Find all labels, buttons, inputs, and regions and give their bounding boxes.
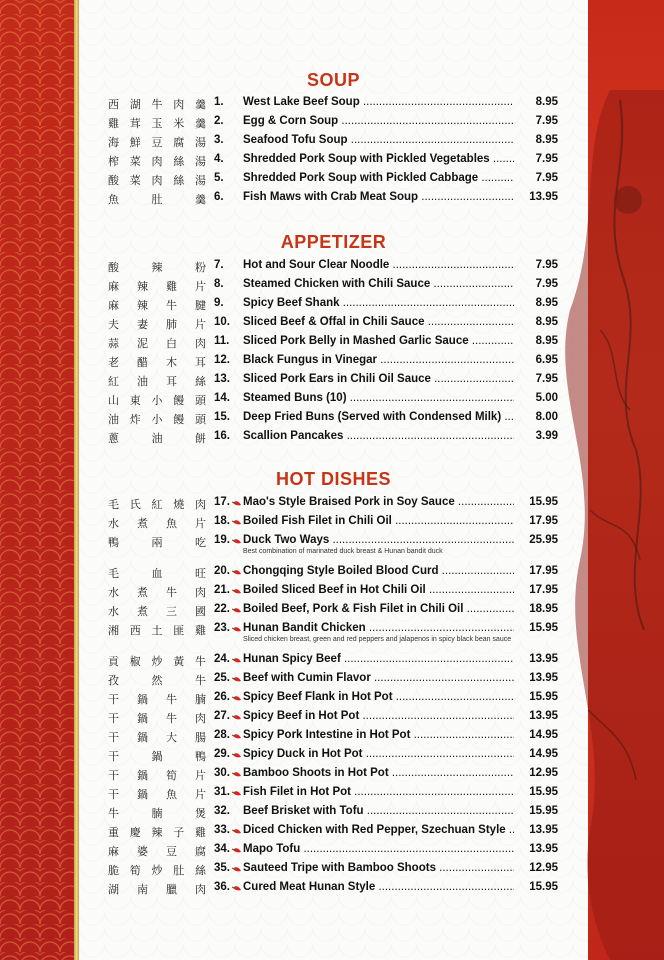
chili-pepper-icon — [232, 847, 242, 854]
menu-item-row — [108, 373, 558, 391]
menu-item-row — [108, 729, 558, 747]
menu-item-row — [108, 824, 558, 842]
item-chinese-name: 山 東 小 饅 頭 — [108, 394, 206, 407]
item-number: 36. — [214, 881, 230, 893]
item-price: 14.95 — [529, 729, 558, 741]
menu-item-row — [108, 534, 558, 555]
item-number: 31. — [214, 786, 230, 798]
menu-item-row — [108, 191, 558, 209]
item-number: 18. — [214, 515, 230, 527]
chili-pepper-icon — [232, 714, 242, 721]
item-number: 30. — [214, 767, 230, 779]
item-name: Scallion Pancakes ..... — [243, 430, 514, 442]
item-chinese-name: 麻 辣 牛 腱 — [108, 299, 206, 312]
chili-pepper-icon — [232, 607, 242, 614]
item-name: Spicy Duck in Hot Pot ..... — [243, 748, 514, 760]
item-number: 35. — [214, 862, 230, 874]
item-name: Chongqing Style Boiled Blood Curd ..... — [243, 565, 514, 577]
item-price: 18.95 — [529, 603, 558, 615]
item-price: 15.95 — [529, 691, 558, 703]
item-number: 5. — [214, 172, 224, 184]
section-title-hot-dishes: HOT DISHES — [275, 469, 391, 489]
item-name: Boiled Fish Filet in Chili Oil ..... — [243, 515, 514, 527]
menu-item-row — [108, 430, 558, 448]
menu-item-row — [108, 565, 558, 583]
item-price: 25.95 — [529, 534, 558, 546]
item-chinese-name: 酸 菜 肉 絲 湯 — [108, 174, 206, 187]
item-description: Best combination of marinated duck breast & Hunan bandit duck — [243, 548, 443, 555]
item-name: Cured Meat Hunan Style ..... — [243, 881, 514, 893]
item-number: 24. — [214, 653, 230, 665]
item-name: Shredded Pork Soup with Pickled Cabbage ..... — [243, 172, 514, 184]
item-number: 34. — [214, 843, 230, 855]
left-decorative-band — [0, 0, 77, 960]
item-number: 1. — [214, 96, 224, 108]
item-number: 4. — [214, 153, 224, 165]
item-name: Mao's Style Braised Pork in Soy Sauce ..... — [243, 496, 514, 508]
menu-item-row — [108, 515, 558, 533]
item-number: 16. — [214, 430, 230, 442]
item-price: 13.95 — [529, 191, 558, 203]
item-chinese-name: 干 鍋 牛 腩 — [108, 693, 206, 706]
item-name: Hot and Sour Clear Noodle ..... — [243, 259, 514, 271]
item-name: Beef with Cumin Flavor ..... — [243, 672, 514, 684]
menu-item-row — [108, 584, 558, 602]
menu-item-row — [108, 710, 558, 728]
chili-pepper-icon — [232, 866, 242, 873]
item-price: 6.95 — [535, 354, 558, 366]
item-name: Deep Fried Buns (Served with Condensed Milk) ..... — [243, 411, 514, 423]
chili-pepper-icon — [232, 626, 242, 633]
item-chinese-name: 牛 腩 煲 — [108, 807, 206, 820]
menu-item-row — [108, 843, 558, 861]
item-name: Fish Maws with Crab Meat Soup ..... — [243, 191, 514, 203]
item-number: 32. — [214, 805, 230, 817]
menu-item-row — [108, 354, 558, 372]
item-name: Black Fungus in Vinegar ..... — [243, 354, 514, 366]
item-price: 7.95 — [535, 373, 558, 385]
item-price: 17.95 — [529, 515, 558, 527]
chili-pepper-icon — [232, 695, 242, 702]
item-chinese-name: 脆 筍 炒 肚 絲 — [108, 864, 206, 877]
item-chinese-name: 水 煮 三 國 — [108, 605, 206, 618]
item-number: 11. — [214, 335, 230, 347]
item-price: 15.95 — [529, 786, 558, 798]
item-number: 21. — [214, 584, 230, 596]
item-name: Mapo Tofu ..... — [243, 843, 514, 855]
item-name: Sliced Beef & Offal in Chili Sauce ..... — [243, 316, 514, 328]
item-name: Hunan Spicy Beef ..... — [243, 653, 514, 665]
item-number: 28. — [214, 729, 230, 741]
chili-pepper-icon — [232, 569, 242, 576]
item-name: Diced Chicken with Red Pepper, Szechuan Style ..... — [243, 824, 514, 836]
item-price: 8.00 — [535, 411, 558, 423]
item-number: 23. — [214, 622, 230, 634]
menu-item-row — [108, 672, 558, 690]
item-name: West Lake Beef Soup ..... — [243, 96, 514, 108]
menu-item-row — [108, 862, 558, 880]
chili-pepper-icon — [232, 676, 242, 683]
menu-item-row — [108, 392, 558, 410]
item-description: Sliced chicken breast, green and red peppers and jalapenos in spicy black bean sauce — [243, 636, 512, 643]
menu-item-row — [108, 691, 558, 709]
item-chinese-name: 湖 南 臘 肉 — [108, 883, 206, 896]
item-price: 17.95 — [529, 565, 558, 577]
item-number: 10. — [214, 316, 230, 328]
menu-item-row — [108, 259, 558, 277]
item-name: Bamboo Shoots in Hot Pot ..... — [243, 767, 514, 779]
menu-item-row — [108, 172, 558, 190]
menu-item-row — [108, 278, 558, 296]
menu-item-row — [108, 805, 558, 823]
item-price: 13.95 — [529, 824, 558, 836]
menu-item-row — [108, 335, 558, 353]
item-number: 17. — [214, 496, 230, 508]
item-chinese-name: 榨 菜 肉 絲 湯 — [108, 155, 206, 168]
item-price: 13.95 — [529, 672, 558, 684]
item-price: 13.95 — [529, 843, 558, 855]
chili-pepper-icon — [232, 885, 242, 892]
item-name: Egg & Corn Soup ..... — [243, 115, 514, 127]
menu-item-row — [108, 411, 558, 429]
item-price: 7.95 — [535, 153, 558, 165]
item-name: Spicy Beef Shank ..... — [243, 297, 514, 309]
item-name: Duck Two Ways ..... — [243, 534, 514, 546]
item-number: 3. — [214, 134, 224, 146]
item-price: 8.95 — [535, 134, 558, 146]
chili-pepper-icon — [232, 771, 242, 778]
item-chinese-name: 干 鍋 筍 片 — [108, 769, 206, 782]
item-name: Steamed Buns (10) ..... — [243, 392, 514, 404]
chili-pepper-icon — [232, 752, 242, 759]
item-name: Fish Filet in Hot Pot ..... — [243, 786, 514, 798]
item-number: 26. — [214, 691, 230, 703]
item-name: Boiled Beef, Pork & Fish Filet in Chili Oil ..... — [243, 603, 514, 615]
section-title-soup: SOUP — [306, 70, 360, 90]
item-price: 7.95 — [535, 278, 558, 290]
chili-pepper-icon — [232, 588, 242, 595]
item-chinese-name: 水 煮 牛 肉 — [108, 586, 206, 599]
menu-item-row — [108, 748, 558, 766]
chili-pepper-icon — [232, 519, 242, 526]
item-price: 13.95 — [529, 710, 558, 722]
item-name: Spicy Beef Flank in Hot Pot ..... — [243, 691, 514, 703]
item-price: 8.95 — [535, 96, 558, 108]
item-chinese-name: 干 鍋 鴨 — [108, 750, 206, 763]
menu-item-row — [108, 316, 558, 334]
item-number: 22. — [214, 603, 230, 615]
item-chinese-name: 夫 妻 肺 片 — [108, 318, 206, 331]
item-number: 27. — [214, 710, 230, 722]
menu-item-row — [108, 881, 558, 899]
opera-figure-illustration — [540, 90, 664, 960]
item-price: 8.95 — [535, 335, 558, 347]
menu-item-row — [108, 767, 558, 785]
item-price: 15.95 — [529, 881, 558, 893]
item-number: 6. — [214, 191, 224, 203]
item-chinese-name: 西 湖 牛 肉 羹 — [108, 98, 206, 111]
item-number: 25. — [214, 672, 230, 684]
item-price: 7.95 — [535, 259, 558, 271]
item-chinese-name: 海 鮮 豆 腐 湯 — [108, 136, 206, 149]
item-chinese-name: 毛 氏 紅 燒 肉 — [108, 498, 206, 511]
item-number: 20. — [214, 565, 230, 577]
item-name: Shredded Pork Soup with Pickled Vegetables ..... — [243, 153, 514, 165]
item-name: Beef Brisket with Tofu ..... — [243, 805, 514, 817]
item-price: 5.00 — [535, 392, 558, 404]
item-chinese-name: 蔥 油 餅 — [108, 432, 206, 445]
item-number: 13. — [214, 373, 230, 385]
item-price: 12.95 — [529, 767, 558, 779]
item-chinese-name: 干 鍋 牛 肉 — [108, 712, 206, 725]
chili-pepper-icon — [232, 500, 242, 507]
item-number: 14. — [214, 392, 230, 404]
item-chinese-name: 貢 椒 炒 黃 牛 — [108, 655, 206, 668]
item-chinese-name: 湘 西 土 匪 雞 — [108, 624, 206, 637]
item-number: 9. — [214, 297, 224, 309]
menu-item-row — [108, 297, 558, 315]
menu-item-row — [108, 496, 558, 514]
item-price: 7.95 — [535, 172, 558, 184]
item-price: 13.95 — [529, 653, 558, 665]
item-name: Seafood Tofu Soup ..... — [243, 134, 514, 146]
item-name: Spicy Beef in Hot Pot ..... — [243, 710, 514, 722]
section-title-appetizer: APPETIZER — [280, 232, 387, 252]
item-chinese-name: 鴨 兩 吃 — [108, 536, 206, 549]
item-price: 17.95 — [529, 584, 558, 596]
item-chinese-name: 麻 辣 雞 片 — [108, 280, 206, 293]
chili-pepper-icon — [232, 790, 242, 797]
menu-item-row — [108, 603, 558, 621]
menu-item-row — [108, 134, 558, 152]
item-price: 12.95 — [529, 862, 558, 874]
item-name: Sliced Pork Belly in Mashed Garlic Sauce ..... — [243, 335, 514, 347]
item-name: Spicy Pork Intestine in Hot Pot ..... — [243, 729, 514, 741]
item-number: 19. — [214, 534, 230, 546]
item-number: 2. — [214, 115, 224, 127]
chili-pepper-icon — [232, 657, 242, 664]
item-number: 7. — [214, 259, 224, 271]
item-chinese-name: 孜 然 牛 — [108, 674, 206, 687]
item-price: 7.95 — [535, 115, 558, 127]
menu-item-row — [108, 786, 558, 804]
chili-pepper-icon — [232, 538, 242, 545]
item-price: 14.95 — [529, 748, 558, 760]
item-chinese-name: 麻 婆 豆 腐 — [108, 845, 206, 858]
item-chinese-name: 重 慶 辣 子 雞 — [108, 826, 206, 839]
item-name: Sauteed Tripe with Bamboo Shoots ..... — [243, 862, 514, 874]
item-chinese-name: 油 炸 小 饅 頭 — [108, 413, 206, 426]
item-chinese-name: 干 鍋 魚 片 — [108, 788, 206, 801]
item-number: 33. — [214, 824, 230, 836]
item-number: 8. — [214, 278, 224, 290]
menu-item-row — [108, 96, 558, 114]
item-number: 29. — [214, 748, 230, 760]
item-chinese-name: 干 鍋 大 腸 — [108, 731, 206, 744]
item-price: 15.95 — [529, 496, 558, 508]
item-name: Sliced Pork Ears in Chili Oil Sauce ..... — [243, 373, 514, 385]
item-price: 3.99 — [535, 430, 558, 442]
menu-item-row — [108, 153, 558, 171]
menu-item-row — [108, 653, 558, 671]
item-chinese-name: 紅 油 耳 絲 — [108, 375, 206, 388]
item-chinese-name: 水 煮 魚 片 — [108, 517, 206, 530]
item-chinese-name: 老 醋 木 耳 — [108, 356, 206, 369]
chili-pepper-icon — [232, 828, 242, 835]
menu-item-row — [108, 622, 558, 643]
chili-pepper-icon — [232, 733, 242, 740]
item-chinese-name: 蒜 泥 白 肉 — [108, 337, 206, 350]
item-name: Steamed Chicken with Chili Sauce ..... — [243, 278, 514, 290]
menu-item-row — [108, 115, 558, 133]
item-chinese-name: 魚 肚 羹 — [108, 193, 206, 206]
item-price: 15.95 — [529, 622, 558, 634]
item-chinese-name: 酸 辣 粉 — [108, 261, 206, 274]
item-price: 8.95 — [535, 316, 558, 328]
item-name: Hunan Bandit Chicken ..... — [243, 622, 514, 634]
item-name: Boiled Sliced Beef in Hot Chili Oil ..... — [243, 584, 514, 596]
item-number: 15. — [214, 411, 230, 423]
item-chinese-name: 毛 血 旺 — [108, 567, 206, 580]
item-number: 12. — [214, 354, 230, 366]
item-chinese-name: 雞 茸 玉 米 羹 — [108, 117, 206, 130]
item-price: 15.95 — [529, 805, 558, 817]
item-price: 8.95 — [535, 297, 558, 309]
